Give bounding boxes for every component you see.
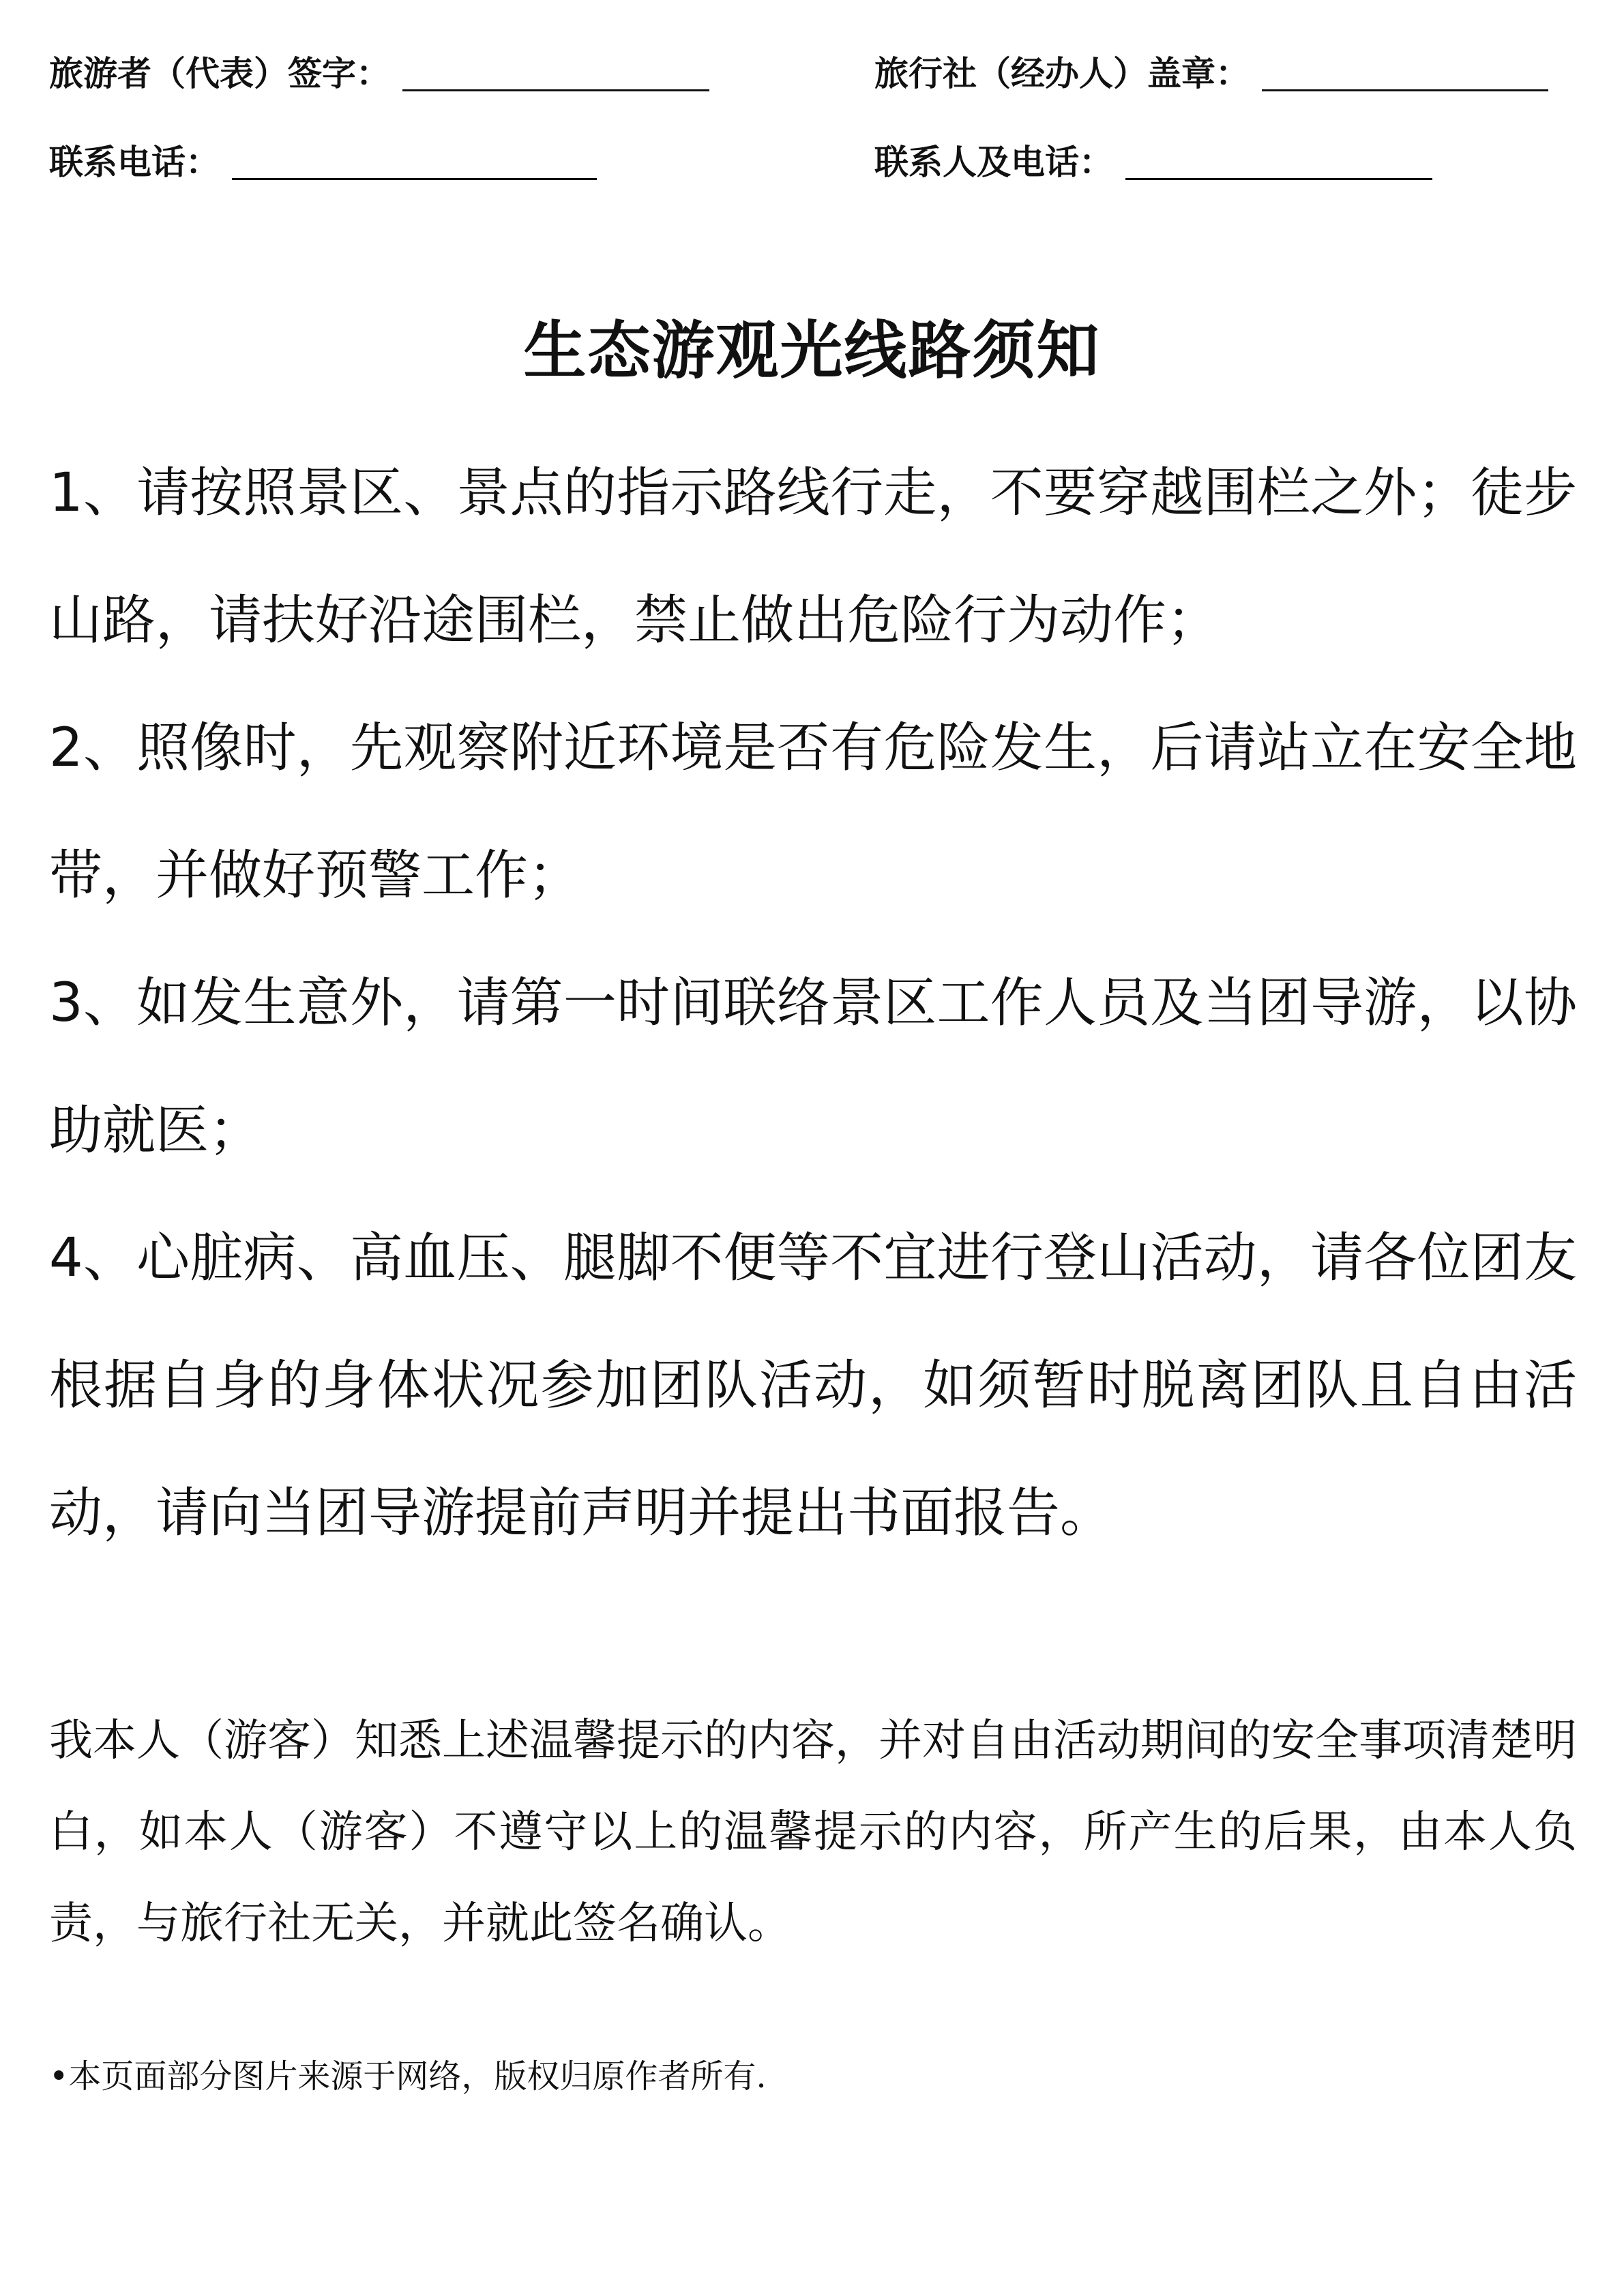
phone-label: 联系电话： <box>49 143 220 182</box>
contact-field <box>874 130 1432 184</box>
rule-item: 2、照像时，先观察附近环境是否有危险发生，后请站立在安全地带，并做好预警工作； <box>49 717 1577 906</box>
phone-field <box>49 130 597 184</box>
copyright-footnote: •本页面部分图片来源于网络，版权归原作者所有. <box>49 2057 767 2096</box>
signature-row-2 <box>49 130 1577 184</box>
tourist-signature-label: 旅游者（代表）签字： <box>49 54 390 93</box>
rules-list <box>49 430 1577 1577</box>
agency-stamp-label: 旅行社（经办人）盖章： <box>874 54 1250 93</box>
signature-row-1 <box>49 41 1577 95</box>
rule-item: 3、如发生意外，请第一时间联络景区工作人员及当团导游，以协助就医； <box>49 972 1577 1161</box>
phone-line[interactable] <box>232 178 597 180</box>
contact-label: 联系人及电话： <box>874 143 1113 182</box>
agency-stamp-line[interactable] <box>1262 89 1548 91</box>
rule-item: 4、心脏病、高血压、腿脚不便等不宜进行登山活动，请各位团友根据自身的身体状况参加团队活动，如须暂时脱离团队且自由活动，请向当团导游提前声明并提出书面报告。 <box>49 1227 1577 1544</box>
page-title: 生态游观光线路须知 <box>523 314 1101 387</box>
tourist-signature-line[interactable] <box>402 89 709 91</box>
declaration-text: 我本人（游客）知悉上述温馨提示的内容，并对自由活动期间的安全事项清楚明白，如本人（游客）不遵守以上的温馨提示的内容，所产生的后果，由本人负责，与旅行社无关，并就此签名确认。 <box>49 1716 1577 1949</box>
contact-line[interactable] <box>1125 178 1432 180</box>
agency-stamp-field <box>874 41 1548 95</box>
rule-item: 1、请按照景区、景点的指示路线行走，不要穿越围栏之外；徒步山路，请扶好沿途围栏，禁止做出危险行为动作； <box>49 462 1577 651</box>
tourist-signature-field <box>49 41 709 95</box>
